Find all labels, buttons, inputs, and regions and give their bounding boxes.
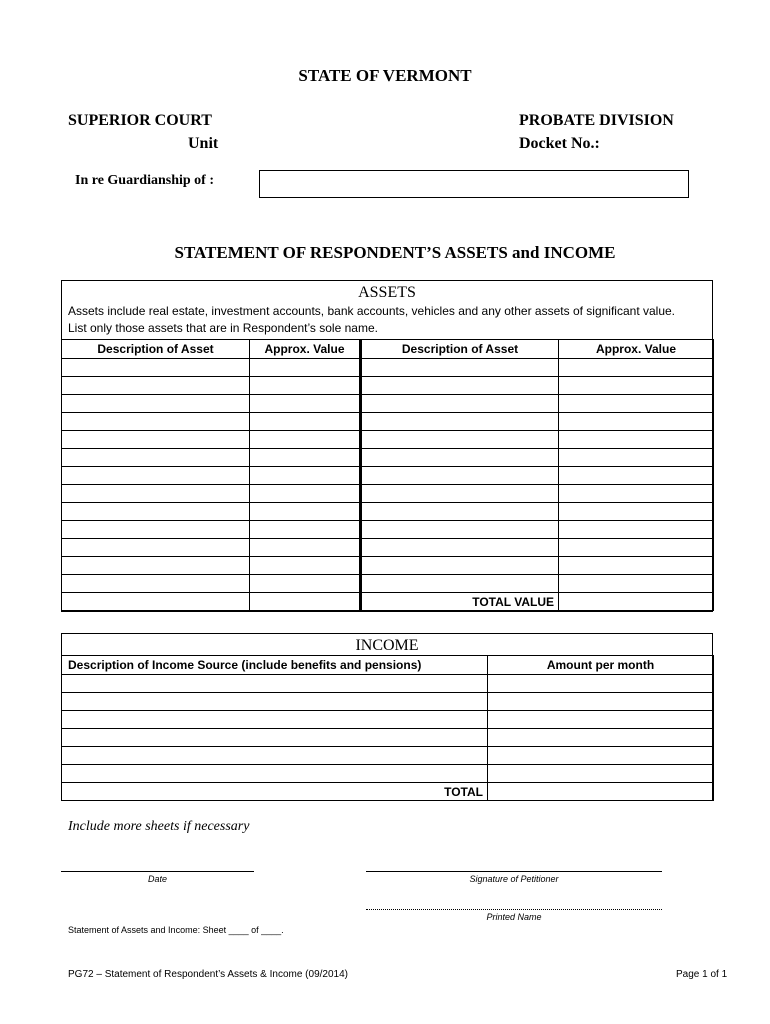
asset-desc-cell[interactable] xyxy=(62,467,250,485)
asset-desc-cell[interactable] xyxy=(62,449,250,467)
assets-header-row xyxy=(62,340,714,359)
asset-desc-cell[interactable] xyxy=(62,539,250,557)
printed-name-caption: Printed Name xyxy=(486,912,542,922)
docket-label: Docket No.: xyxy=(519,135,600,152)
asset-value-header-1: Approx. Value xyxy=(250,340,361,359)
income-row xyxy=(62,765,714,783)
asset-row xyxy=(62,467,714,485)
asset-value-cell[interactable] xyxy=(250,557,361,575)
asset-value-cell[interactable] xyxy=(559,521,714,539)
statement-title: STATEMENT OF RESPONDENT’S ASSETS and INCOME xyxy=(174,243,616,262)
asset-value-cell[interactable] xyxy=(250,449,361,467)
income-row xyxy=(62,729,714,747)
income-section xyxy=(61,633,713,801)
asset-desc-cell[interactable] xyxy=(361,467,559,485)
asset-desc-cell[interactable] xyxy=(62,557,250,575)
asset-value-header-2: Approx. Value xyxy=(559,340,714,359)
signature-line[interactable] xyxy=(366,871,662,872)
assets-heading: ASSETS xyxy=(358,284,416,301)
income-desc-cell[interactable] xyxy=(62,693,488,711)
asset-desc-header-2: Description of Asset xyxy=(361,340,559,359)
asset-row xyxy=(62,449,714,467)
asset-desc-cell[interactable] xyxy=(361,431,559,449)
asset-value-cell[interactable] xyxy=(250,593,361,611)
court-block xyxy=(68,109,218,155)
guardianship-label: In re Guardianship of : xyxy=(75,173,214,188)
income-total-label: TOTAL xyxy=(62,783,488,801)
income-total-row xyxy=(62,783,714,801)
date-line[interactable] xyxy=(61,871,254,872)
division-name: PROBATE DIVISION xyxy=(519,112,674,129)
asset-desc-cell[interactable] xyxy=(361,557,559,575)
assets-section xyxy=(61,280,713,612)
asset-row xyxy=(62,413,714,431)
division-block xyxy=(519,109,674,155)
income-desc-cell[interactable] xyxy=(62,675,488,693)
income-desc-cell[interactable] xyxy=(62,711,488,729)
asset-desc-cell[interactable] xyxy=(62,593,250,611)
court-unit: Unit xyxy=(188,135,219,152)
asset-value-cell[interactable] xyxy=(559,377,714,395)
asset-value-cell[interactable] xyxy=(559,467,714,485)
assets-note xyxy=(68,303,713,337)
income-amount-cell[interactable] xyxy=(488,729,714,747)
state-title: STATE OF VERMONT xyxy=(298,66,472,85)
form-id-footer: PG72 – Statement of Respondent’s Assets & Income (09/2014) xyxy=(68,969,348,980)
income-row xyxy=(62,747,714,765)
asset-row xyxy=(62,521,714,539)
asset-desc-cell[interactable] xyxy=(361,359,559,377)
signature-caption: Signature of Petitioner xyxy=(469,874,559,884)
income-amount-cell[interactable] xyxy=(488,765,714,783)
asset-row xyxy=(62,359,714,377)
asset-value-cell[interactable] xyxy=(559,539,714,557)
income-header-row xyxy=(62,656,714,675)
asset-value-cell[interactable] xyxy=(559,449,714,467)
asset-desc-cell[interactable] xyxy=(62,431,250,449)
asset-value-cell[interactable] xyxy=(250,395,361,413)
page-number: Page 1 of 1 xyxy=(676,969,728,980)
printed-name-line[interactable] xyxy=(366,909,662,910)
asset-value-cell[interactable] xyxy=(250,503,361,521)
court-name: SUPERIOR COURT xyxy=(68,112,212,129)
assets-note-line-2: List only those assets that are in Respondent’s sole name. xyxy=(68,321,378,335)
income-table xyxy=(61,655,714,801)
asset-row xyxy=(62,431,714,449)
income-heading: INCOME xyxy=(355,637,419,654)
asset-value-cell[interactable] xyxy=(559,575,714,593)
income-amount-header: Amount per month xyxy=(488,656,714,675)
income-total-value[interactable] xyxy=(488,783,714,801)
asset-desc-cell[interactable] xyxy=(361,413,559,431)
guardianship-input[interactable] xyxy=(259,170,689,198)
income-desc-cell[interactable] xyxy=(62,729,488,747)
asset-total-row xyxy=(62,593,714,611)
income-amount-cell[interactable] xyxy=(488,747,714,765)
asset-value-cell[interactable] xyxy=(250,467,361,485)
asset-value-cell[interactable] xyxy=(250,539,361,557)
asset-desc-cell[interactable] xyxy=(361,503,559,521)
asset-desc-cell[interactable] xyxy=(62,413,250,431)
asset-value-cell[interactable] xyxy=(250,413,361,431)
asset-desc-cell[interactable] xyxy=(361,539,559,557)
asset-desc-cell[interactable] xyxy=(62,485,250,503)
asset-value-cell[interactable] xyxy=(559,359,714,377)
asset-desc-cell[interactable] xyxy=(62,521,250,539)
more-sheets-note: Include more sheets if necessary xyxy=(68,819,250,834)
asset-desc-cell[interactable] xyxy=(62,575,250,593)
asset-value-cell[interactable] xyxy=(250,485,361,503)
assets-table xyxy=(61,339,714,611)
income-row xyxy=(62,711,714,729)
asset-value-cell[interactable] xyxy=(559,395,714,413)
income-amount-cell[interactable] xyxy=(488,675,714,693)
asset-value-cell[interactable] xyxy=(559,503,714,521)
asset-desc-cell[interactable] xyxy=(361,521,559,539)
asset-row xyxy=(62,557,714,575)
date-caption: Date xyxy=(147,874,167,884)
asset-value-cell[interactable] xyxy=(250,575,361,593)
asset-desc-cell[interactable] xyxy=(62,359,250,377)
asset-value-cell[interactable] xyxy=(559,485,714,503)
asset-desc-cell[interactable] xyxy=(361,485,559,503)
asset-value-cell[interactable] xyxy=(250,377,361,395)
asset-value-cell[interactable] xyxy=(250,431,361,449)
asset-total-value[interactable] xyxy=(559,593,714,611)
income-desc-cell[interactable] xyxy=(62,765,488,783)
asset-row xyxy=(62,503,714,521)
asset-row xyxy=(62,539,714,557)
asset-value-cell[interactable] xyxy=(250,359,361,377)
asset-row xyxy=(62,485,714,503)
asset-row xyxy=(62,395,714,413)
asset-total-label: TOTAL VALUE xyxy=(361,593,559,611)
sheet-count-line: Statement of Assets and Income: Sheet ____ of ____. xyxy=(68,925,284,935)
asset-desc-cell[interactable] xyxy=(62,503,250,521)
asset-value-cell[interactable] xyxy=(559,557,714,575)
asset-desc-cell[interactable] xyxy=(62,395,250,413)
income-amount-cell[interactable] xyxy=(488,693,714,711)
asset-desc-cell[interactable] xyxy=(361,449,559,467)
income-amount-cell[interactable] xyxy=(488,711,714,729)
asset-value-cell[interactable] xyxy=(559,413,714,431)
asset-desc-cell[interactable] xyxy=(361,377,559,395)
asset-value-cell[interactable] xyxy=(559,431,714,449)
income-row xyxy=(62,693,714,711)
asset-desc-header-1: Description of Asset xyxy=(62,340,250,359)
income-row xyxy=(62,675,714,693)
asset-row xyxy=(62,377,714,395)
asset-desc-cell[interactable] xyxy=(361,575,559,593)
asset-desc-cell[interactable] xyxy=(361,395,559,413)
income-desc-header: Description of Income Source (include benefits and pensions) xyxy=(62,656,488,675)
asset-row xyxy=(62,575,714,593)
assets-note-line-1: Assets include real estate, investment accounts, bank accounts, vehicles and any other assets of significant value. xyxy=(68,304,676,318)
asset-desc-cell[interactable] xyxy=(62,377,250,395)
asset-value-cell[interactable] xyxy=(250,521,361,539)
income-desc-cell[interactable] xyxy=(62,747,488,765)
